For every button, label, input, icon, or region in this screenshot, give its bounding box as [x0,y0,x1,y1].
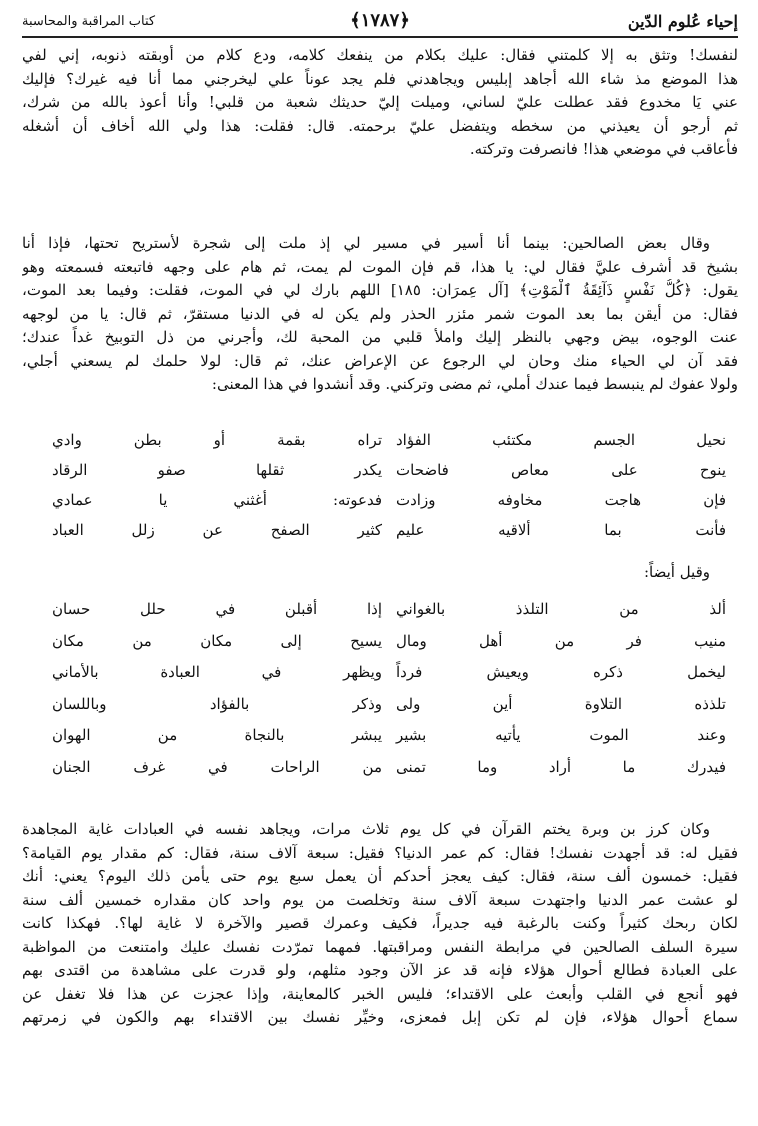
text-line: فقال: من أيقن بما بعد الموت شمر مئزر الحذر ولم يكن له في الدنيا مستقرّ، ثم قال: يا من لوجهه [22,304,738,323]
verse [22,752,738,784]
verse [22,485,738,515]
hemistich-second: كثير الصفح عن زلل العباد [52,521,382,539]
verse [22,626,738,658]
text-line: عنت الوجوه، بيض وجهي بالنظر إليك واملأ قلبي من المحبة لك، وأجرني من ذل التوبيخ غداً عندك؛ [22,328,738,346]
text-line: فأعاقب في موضعي هذا! فانصرفت وتركته. [469,140,738,158]
text-line: فقيل له: قد أجهدت نفسك! فقال: كم عمر الدنيا؟ فقيل: سبعة آلاف سنة، فقال: كم مقدار يوم القيامة؟ [22,843,738,862]
text-line: ثم أرجو أن يعيذني من سخطه ويتفضل عليّ برحمته. قال: فقلت: هذا ولي الله أخاف أن أشغله [22,116,738,135]
verse [22,657,738,689]
text-line: لكان ربحك كثيراً وكنت بالرغبة فيه جديراً، فكيف وعمرك قصير والآخرة لا غاية لها؟. فهكذا كانت [22,914,738,932]
text-line: هذا الموضع مذ شاء الله أجاهد إبليس ويجاهدني فلم يجد عوناً علي ليخرجني مما أنا فيه غيرك؟ فإليك [22,69,738,88]
text-line: عني يَا مخدوع فقد عطلت عليّ لساني، وميلت إليّ حديثك شعبة من قلبي! وأنا أعوذ بالله من شرك، [22,93,738,111]
page-number: ﴿١٧٨٧﴾ [350,10,410,31]
text-line: سماع أحوال هؤلاء، فإن لم تكن إبل فمعزى، وخيِّر نفسك بين الاقتداء بهم والكون في زمرتهم [22,1008,738,1026]
poem-1 [22,425,738,545]
text-line: فقيل: خمسون ألف سنة، فقال: كيف يعجز أحدكم أن يعمل سبع يوم حتى يأمن ذلك اليوم؟ يعني: أنك [22,867,738,885]
book-title: إحياء عُلوم الدّين [627,12,738,31]
hemistich-second: يبشر بالنجاة من الهوان [52,726,382,744]
verse [22,425,738,455]
hemistich-first: فأنت بما ألاقيه عليم [396,521,726,539]
hemistich-first: ينوح على معاص فاضحات [396,461,726,479]
hemistich-first: وعند الموت يأتيه بشير [396,726,726,744]
verse [22,594,738,626]
paragraph-1 [22,44,738,162]
paragraph-3 [22,818,738,1030]
text-line: فقد آن لي الحياء منك وحان لي الرجوع عن الإعراض عنك، ثم قال: لولا حلمك لم يسعني أجلي، [22,351,738,370]
also-said-line [22,561,738,585]
running-header [22,10,738,38]
hemistich-second: فدعوته: أغثني يا عمادي [52,491,382,509]
hemistich-first: منيب فر من أهل ومال [396,631,726,650]
text-line: بشيخ قد أشرف عليَّ فقال لي: يا هذا، قم فإن الموت لم يمت، ثم هام على وجهه فاتبعته فسمعته وهو [22,257,738,276]
hemistich-first: تلذذه التلاوة أين ولى [396,694,726,713]
text-line: سيرة السلف الصالحين في مرابطة النفس ومراقبتها. فمهما تمرّدت نفسك عليك وامتنعت من المواظبة [22,937,738,956]
verse [22,689,738,721]
text-line: وقيل أيضاً: [643,563,710,581]
hemistich-second: إذا أقبلن في حلل حسان [52,600,382,618]
poem-2 [22,594,738,783]
hemistich-second: يسيح إلى مكان من مكان [52,631,382,650]
text-line: على العبادة فطالع أحوال هؤلاء فإنه قد عز الآن وجود مثلهم، ولو قدرت على مشاهدة من اقتدى بهم [22,961,738,979]
text-line: وقال بعض الصالحين: بينما أنا أسير في مسير لي إذ ملت إلى شجرة لأستريح تحتها، فإذا أنا [22,234,710,252]
hemistich-first: فإن هاجت مخاوفه وزادت [396,491,726,509]
paragraph-2 [22,232,738,397]
hemistich-first: ألذ من التلذذ بالغواني [396,600,726,618]
text-line: ولولا عفوك لم ينبسط فيما عندك أملي، ثم مضى وتركني. وقد أنشدوا في هذا المعنى: [211,375,738,393]
hemistich-second: تراه بقمة أو بطن وادي [52,431,382,449]
text-line: فهو أنجع في القلب وأبعث على الاقتداء؛ فليس الخبر كالمعاينة، وإذا عجزت عن هذا فلا تغفل عن [22,984,738,1003]
hemistich-first: فيدرك ما أراد وما تمنى [396,757,726,776]
hemistich-second: وذكر بالفؤاد وباللسان [52,694,382,713]
hemistich-second: ويظهر في العبادة بالأماني [52,663,382,681]
text-line: وكان كرز بن وبرة يختم القرآن في كل يوم ثلاث مرات، ويجاهد نفسه في العبادات غاية المجاهدة [22,820,710,838]
chapter-title: كتاب المراقبة والمحاسبة [22,14,156,29]
verse [22,720,738,752]
hemistich-second: من الراحات في غرف الجنان [52,757,382,776]
verse [22,455,738,485]
verse [22,515,738,545]
hemistich-first: ليخمل ذكره ويعيش فرداً [396,663,726,681]
text-line: لو عشت عمر الدنيا واجتهدت سبعة آلاف سنة وتخلصت من يوم واحد كان مقداره خمسين ألف سنة [22,890,738,909]
hemistich-first: نحيل الجسم مكتئب الفؤاد [396,431,726,449]
hemistich-second: يكدر ثقلها صفو الرقاد [52,461,382,479]
text-line: يقول: ﴿كُلُّ نَفْسٍ ذَآئِقَةُ ٱلْمَوْتِ﴾ [آل عِمرَان: ١٨٥] اللهم بارك لي في الموت، فقلت: وفيما بعد الموت، [22,281,738,299]
text-line: لنفسك! وتثق به إلا كلمتني فقال: عليك بكلام من ينفعك كلامه، ودع كلام من أوبقته ذنوبه، إني لفي [22,46,738,64]
